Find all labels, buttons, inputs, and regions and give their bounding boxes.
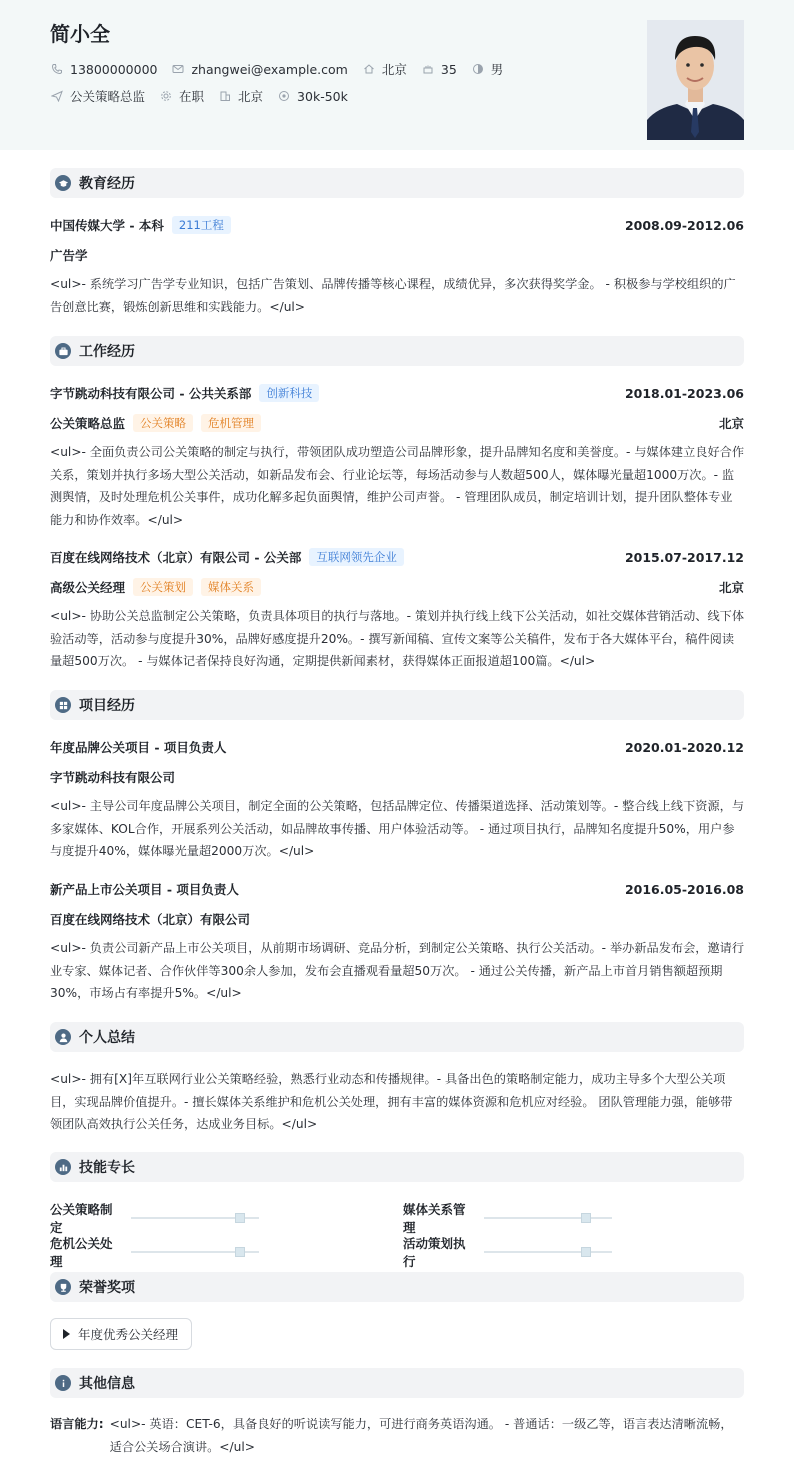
work-date: 2018.01-2023.06 — [624, 385, 744, 401]
summary-description: <ul>- 拥有[X]年互联网行业公关策略经验，熟悉行业动态和传播规律。- 具备出色的策略制定能力，成功主导多个大型公关项目，实现品牌价值提升。- 擅长媒体关系维护和危机公关处理，拥有丰富的媒体资源和危机应对经验。 团队管理能力强，能够带领团队高效执行公关任务，达成业务目标。</ul> — [50, 1072, 733, 1131]
job-intent-row — [50, 87, 362, 105]
project-company: 字节跳动科技有限公司 — [50, 770, 176, 785]
education-date: 2008.09-2012.06 — [624, 217, 744, 233]
section-title: 教育经历 — [79, 176, 135, 192]
hometown-text: 北京 — [381, 62, 407, 77]
skill-item — [403, 1200, 612, 1236]
skill-name: 公关策略制定 — [50, 1202, 113, 1235]
user-icon — [55, 1029, 71, 1045]
role-tag: 危机管理 — [201, 414, 261, 432]
bar-chart-icon — [55, 1159, 71, 1175]
phone-icon — [50, 62, 64, 76]
job-role: 公关策略总监 — [50, 416, 126, 431]
grid-icon — [55, 697, 71, 713]
skill-bar — [484, 1217, 612, 1219]
home-icon — [362, 62, 376, 76]
section-other — [50, 1368, 744, 1398]
work-description: <ul>- 全面负责公司公关策略的制定与执行，带领团队成功塑造公司品牌形象，提升品牌知名度和美誉度。- 与媒体建立良好合作关系，策划并执行多场大型公关活动，如新品发布会、行业论坛等，每场活动参与人数超500人，媒体曝光量超1000万次。- 监测舆情，及时处理危机公关事件，成功化解多起负面舆情，维护公司声誉。 - 管理团队成员，制定培训计划，提升团队整体专业能力和协作效率。</ul> — [50, 445, 745, 527]
status-item — [159, 87, 204, 105]
project-header — [50, 878, 744, 900]
skill-level-marker — [235, 1247, 245, 1257]
school-name: 中国传媒大学 - 本科 — [50, 218, 164, 233]
major-row — [50, 244, 744, 266]
work-description: <ul>- 协助公关总监制定公关策略，负责具体项目的执行与落地。- 策划并执行线上线下公关活动，如社交媒体营销活动、线下体验活动等，活动参与度提升30%，品牌好感度提升20%。- 撰写新闻稿、宣传文案等公关稿件，发布于各大媒体平台，稿件阅读量超500万次。 - 与媒体记者保持良好沟通，定期提供新闻素材，获得媒体正面报道超100篇。</ul> — [50, 609, 745, 668]
trophy-icon — [55, 1279, 71, 1295]
award-item[interactable] — [50, 1318, 192, 1350]
skill-item — [403, 1234, 612, 1270]
age-item — [421, 62, 457, 77]
skill-bar — [131, 1251, 259, 1253]
project-description: <ul>- 主导公司年度品牌公关项目，制定全面的公关策略，包括品牌定位、传播渠道选择、活动策划等。- 整合线上线下资源，与多家媒体、KOL合作，开展系列公关活动，如品牌故事传播、用户体验活动等。 - 通过项目执行，品牌知名度提升50%，用户参与度提升40%，媒体曝光量超2000万次。</ul> — [50, 799, 745, 858]
language-row — [50, 1413, 744, 1458]
work-role-row — [50, 576, 744, 598]
position-text: 公关策略总监 — [70, 89, 146, 104]
section-skills — [50, 1152, 744, 1182]
gear-icon — [159, 89, 173, 103]
education-description: <ul>- 系统学习广告学专业知识，包括广告策划、品牌传播等核心课程，成绩优异，多次获得奖学金。 - 积极参与学校组织的广告创意比赛，锻炼创新思维和实践能力。</ul> — [50, 277, 736, 314]
work-role-row — [50, 412, 744, 434]
language-label: 语言能力: — [50, 1417, 104, 1431]
gender-icon — [471, 62, 485, 76]
section-work — [50, 336, 744, 366]
project-company-row — [50, 908, 744, 930]
company-tag: 互联网领先企业 — [309, 548, 404, 566]
section-awards — [50, 1272, 744, 1302]
section-title: 项目经历 — [79, 698, 135, 714]
mail-icon — [171, 62, 185, 76]
language-description: <ul>- 英语：CET-6，具备良好的听说读写能力，可进行商务英语沟通。 - 普通话：一级乙等，语言表达清晰流畅，适合公关场合演讲。</ul> — [109, 1417, 733, 1454]
project-name: 新产品上市公关项目 - 项目负责人 — [50, 882, 239, 897]
project-company-row — [50, 766, 744, 788]
education-entry — [50, 214, 744, 236]
company-name: 百度在线网络技术（北京）有限公司 - 公关部 — [50, 550, 302, 565]
section-title: 荣誉奖项 — [79, 1280, 135, 1296]
skill-item — [50, 1234, 259, 1270]
phone-text: 13800000000 — [70, 61, 158, 77]
work-date: 2015.07-2017.12 — [624, 549, 744, 565]
building-icon — [218, 89, 232, 103]
project-date: 2020.01-2020.12 — [624, 739, 744, 755]
project-date: 2016.05-2016.08 — [624, 881, 744, 897]
hometown-item — [362, 60, 407, 78]
section-title: 技能专长 — [79, 1160, 135, 1176]
briefcase-icon — [55, 343, 71, 359]
section-title: 工作经历 — [79, 344, 135, 360]
city-text: 北京 — [238, 89, 264, 104]
role-tag: 公关策划 — [133, 578, 193, 596]
play-icon — [63, 1329, 70, 1339]
contact-row — [50, 60, 517, 78]
major-name: 广告学 — [50, 248, 88, 263]
section-projects — [50, 690, 744, 720]
gender-text: 男 — [490, 62, 504, 77]
job-role: 高级公关经理 — [50, 580, 126, 595]
project-company: 百度在线网络技术（北京）有限公司 — [50, 912, 251, 927]
salary-item — [277, 89, 348, 104]
school-tag: 211工程 — [172, 216, 231, 234]
city-item — [218, 87, 263, 105]
project-name: 年度品牌公关项目 - 项目负责人 — [50, 740, 227, 755]
salary-text: 30k-50k — [297, 88, 348, 104]
skill-bar — [131, 1217, 259, 1219]
section-education — [50, 168, 744, 198]
email-item — [171, 62, 347, 77]
email-text: zhangwei@example.com — [191, 61, 348, 77]
work-entry-header — [50, 382, 744, 404]
candidate-name: 简小全 — [50, 22, 110, 46]
info-icon — [55, 1375, 71, 1391]
resume-header — [0, 0, 794, 150]
position-item — [50, 87, 145, 105]
skill-name: 危机公关处理 — [50, 1236, 113, 1269]
work-city: 北京 — [718, 416, 744, 431]
skill-level-marker — [581, 1247, 591, 1257]
skill-name: 媒体关系管理 — [403, 1202, 466, 1235]
company-name: 字节跳动科技有限公司 - 公共关系部 — [50, 386, 252, 401]
work-entry-header — [50, 546, 744, 568]
skill-item — [50, 1200, 259, 1236]
phone-item — [50, 62, 157, 77]
project-description: <ul>- 负责公司新产品上市公关项目，从前期市场调研、竞品分析，到制定公关策略、执行公关活动。- 举办新品发布会，邀请行业专家、媒体记者、合作伙伴等300余人参加，发布会直播观看量超50万次。 - 通过公关传播，新产品上市首月销售额超预期30%，市场占有率提升5%。</ul> — [50, 941, 745, 1000]
section-title: 其他信息 — [79, 1376, 135, 1392]
project-header — [50, 736, 744, 758]
section-summary — [50, 1022, 744, 1052]
salary-icon — [277, 89, 291, 103]
section-title: 个人总结 — [79, 1030, 135, 1046]
gender-item — [471, 60, 504, 78]
skill-bar — [484, 1251, 612, 1253]
send-icon — [50, 89, 64, 103]
skill-level-marker — [235, 1213, 245, 1223]
graduation-cap-icon — [55, 175, 71, 191]
award-label: 年度优秀公关经理 — [78, 1327, 179, 1342]
work-city: 北京 — [718, 580, 744, 595]
status-text: 在职 — [179, 89, 205, 104]
skill-level-marker — [581, 1213, 591, 1223]
age-icon — [421, 62, 435, 76]
age-text: 35 — [440, 61, 457, 77]
role-tag: 媒体关系 — [201, 578, 261, 596]
profile-photo — [647, 20, 744, 140]
role-tag: 公关策略 — [133, 414, 193, 432]
company-tag: 创新科技 — [259, 384, 319, 402]
skill-name: 活动策划执行 — [403, 1236, 466, 1269]
